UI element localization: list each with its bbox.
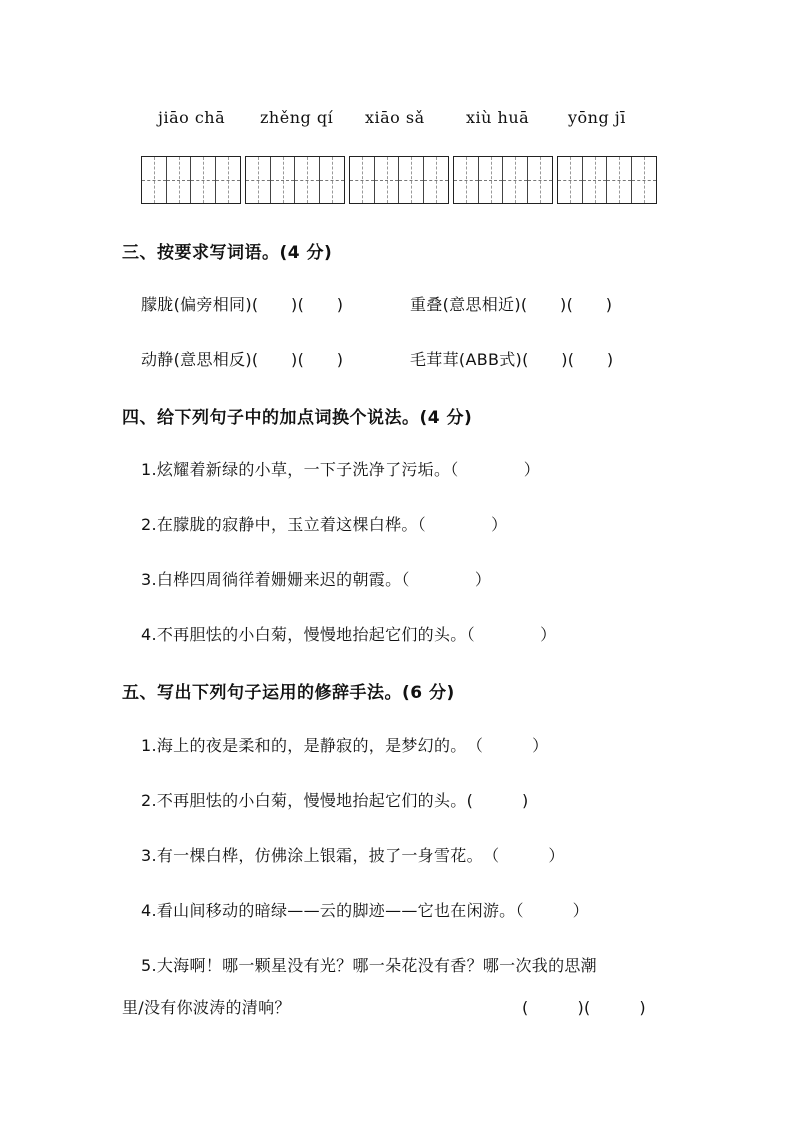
section5-item-3: 3.有一棵白桦，仿佛涂上银霜，披了一身雪花。 （ ） xyxy=(141,846,565,865)
section5-item-5: 5.大海啊！哪一颗星没有光？哪一朵花没有香？哪一次我的思潮 xyxy=(141,956,597,975)
pinyin-5: yōng jī xyxy=(568,108,626,127)
writing-grid-4[interactable] xyxy=(453,156,553,204)
section5-item-5-cont: 里/没有你波涛的清响？ xyxy=(122,998,291,1017)
pinyin-2: zhěng qí xyxy=(260,108,334,127)
section5-item-1: 1.海上的夜是柔和的，是静寂的，是梦幻的。 （ ） xyxy=(141,736,549,755)
section4-item-3: 3.白桦四周徜徉着姗姗来迟的朝霞。（ ） xyxy=(141,570,492,589)
section5-item-2: 2.不再胆怯的小白菊，慢慢地抬起它们的头。( ) xyxy=(141,791,529,810)
section3-row1-right: 重叠(意思相近)( )( ) xyxy=(410,295,613,314)
section3-row1-left: 朦胧(偏旁相同)( )( ) xyxy=(141,295,344,314)
section4-item-2: 2.在朦胧的寂静中，玉立着这棵白桦。（ ） xyxy=(141,515,508,534)
writing-grid-3[interactable] xyxy=(349,156,449,204)
section3-title: 三、按要求写词语。(4 分) xyxy=(122,243,333,263)
section5-title: 五、写出下列句子运用的修辞手法。(6 分) xyxy=(122,683,455,703)
writing-grid-5[interactable] xyxy=(557,156,657,204)
writing-grid-1[interactable] xyxy=(141,156,241,204)
pinyin-1: jiāo chā xyxy=(158,108,226,127)
pinyin-4: xiù huā xyxy=(466,108,530,127)
section3-row2-left: 动静(意思相反)( )( ) xyxy=(141,350,344,369)
pinyin-3: xiāo sǎ xyxy=(365,108,425,127)
section5-item-4: 4.看山间移动的暗绿——云的脚迹——它也在闲游。（ ） xyxy=(141,901,589,920)
writing-grid-2[interactable] xyxy=(245,156,345,204)
section5-item-5-answer: ( )( ) xyxy=(522,998,646,1017)
section4-title: 四、给下列句子中的加点词换个说法。(4 分) xyxy=(122,408,473,428)
section3-row2-right: 毛茸茸(ABB式)( )( ) xyxy=(410,350,614,369)
section4-item-1: 1.炫耀着新绿的小草，一下子洗净了污垢。（ ） xyxy=(141,460,541,479)
section4-item-4: 4.不再胆怯的小白菊，慢慢地抬起它们的头。（ ） xyxy=(141,625,557,644)
